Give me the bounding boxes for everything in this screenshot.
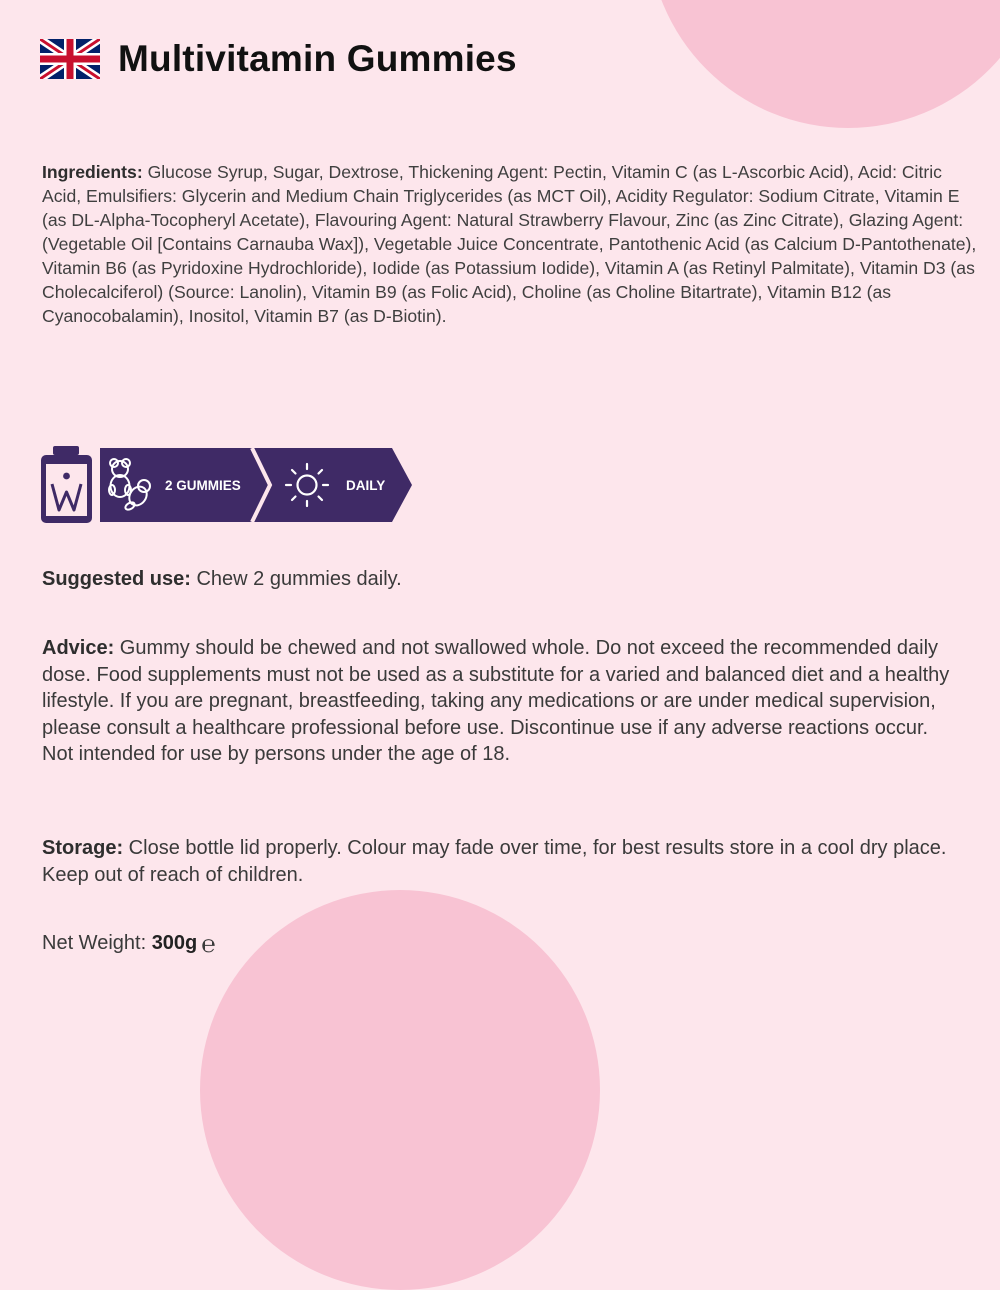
advice-text: Gummy should be chewed and not swallowed whole. Do not exceed the recommended daily dose. Food supplements must not be used as a substitute for a varied and balanced diet and a healthy lifestyle. If you are pregnant, breastfeeding, taking any medications or are under medical supervision, please consult a healthcare professional before use. Discontinue use if any adverse reactions occur. Not intended for use by persons under the age of 18. [42, 637, 950, 765]
net-weight-label: Net Weight: [42, 932, 152, 954]
decorative-blob-bottom [200, 890, 600, 1290]
net-weight-value: 300g [151, 932, 198, 954]
uk-flag-icon [40, 39, 100, 79]
page-title: Multivitamin Gummies [118, 38, 517, 79]
storage-paragraph [42, 835, 962, 889]
decorative-blob-top [648, 0, 1000, 128]
page-header [40, 38, 517, 80]
dose-amount: 2 GUMMIES [165, 478, 241, 493]
ingredients-paragraph [42, 160, 977, 328]
storage-text: Close bottle lid properly. Colour may fade over time, for best results store in a cool dry place. Keep out of reach of children. [42, 837, 947, 886]
suggested-use-label: Suggested use: [42, 568, 191, 590]
estimated-sign-icon: ℮ [201, 929, 216, 958]
ingredients-label: Ingredients: [42, 162, 143, 182]
dosage-banner [40, 444, 415, 526]
suggested-use-paragraph [42, 566, 962, 593]
advice-paragraph [42, 635, 962, 768]
storage-label: Storage: [42, 837, 124, 859]
ingredients-text: Glucose Syrup, Sugar, Dextrose, Thickening Agent: Pectin, Vitamin C (as L-Ascorbic Acid), Acid: Citric Acid, Emulsifiers: Glycerin and Medium Chain Triglycerides (as MCT Oil), Acidity Regulator: Sodium Citrate, Vitamin E (as DL-Alpha-Tocopheryl Acetate), Flavouring Agent: Natural Strawberry Flavour, Zinc (as Zinc Citrate), Glazing Agent: (Vegetable Oil [Contains Carnauba Wax]), Vegetable Juice Concentrate, Pantothenic Acid (as Calcium D-Pantothenate), Vitamin B6 (as Pyridoxine Hydrochloride), Iodide (as Potassium Iodide), Vitamin A (as Retinyl Palmitate), Vitamin D3 (as Cholecalciferol) (Source: Lanolin), Vitamin B9 (as Folic Acid), Choline (as Choline Bitartrate), Vitamin B12 (as Cyanocobalamin), Inositol, Vitamin B7 (as D-Biotin). [42, 162, 977, 326]
dose-frequency: DAILY [346, 478, 386, 493]
bottle-logo-icon [41, 446, 92, 523]
suggested-use-text: Chew 2 gummies daily. [190, 568, 402, 590]
advice-label: Advice: [42, 637, 115, 659]
net-weight-line [42, 930, 216, 957]
frequency-segment [252, 448, 412, 522]
